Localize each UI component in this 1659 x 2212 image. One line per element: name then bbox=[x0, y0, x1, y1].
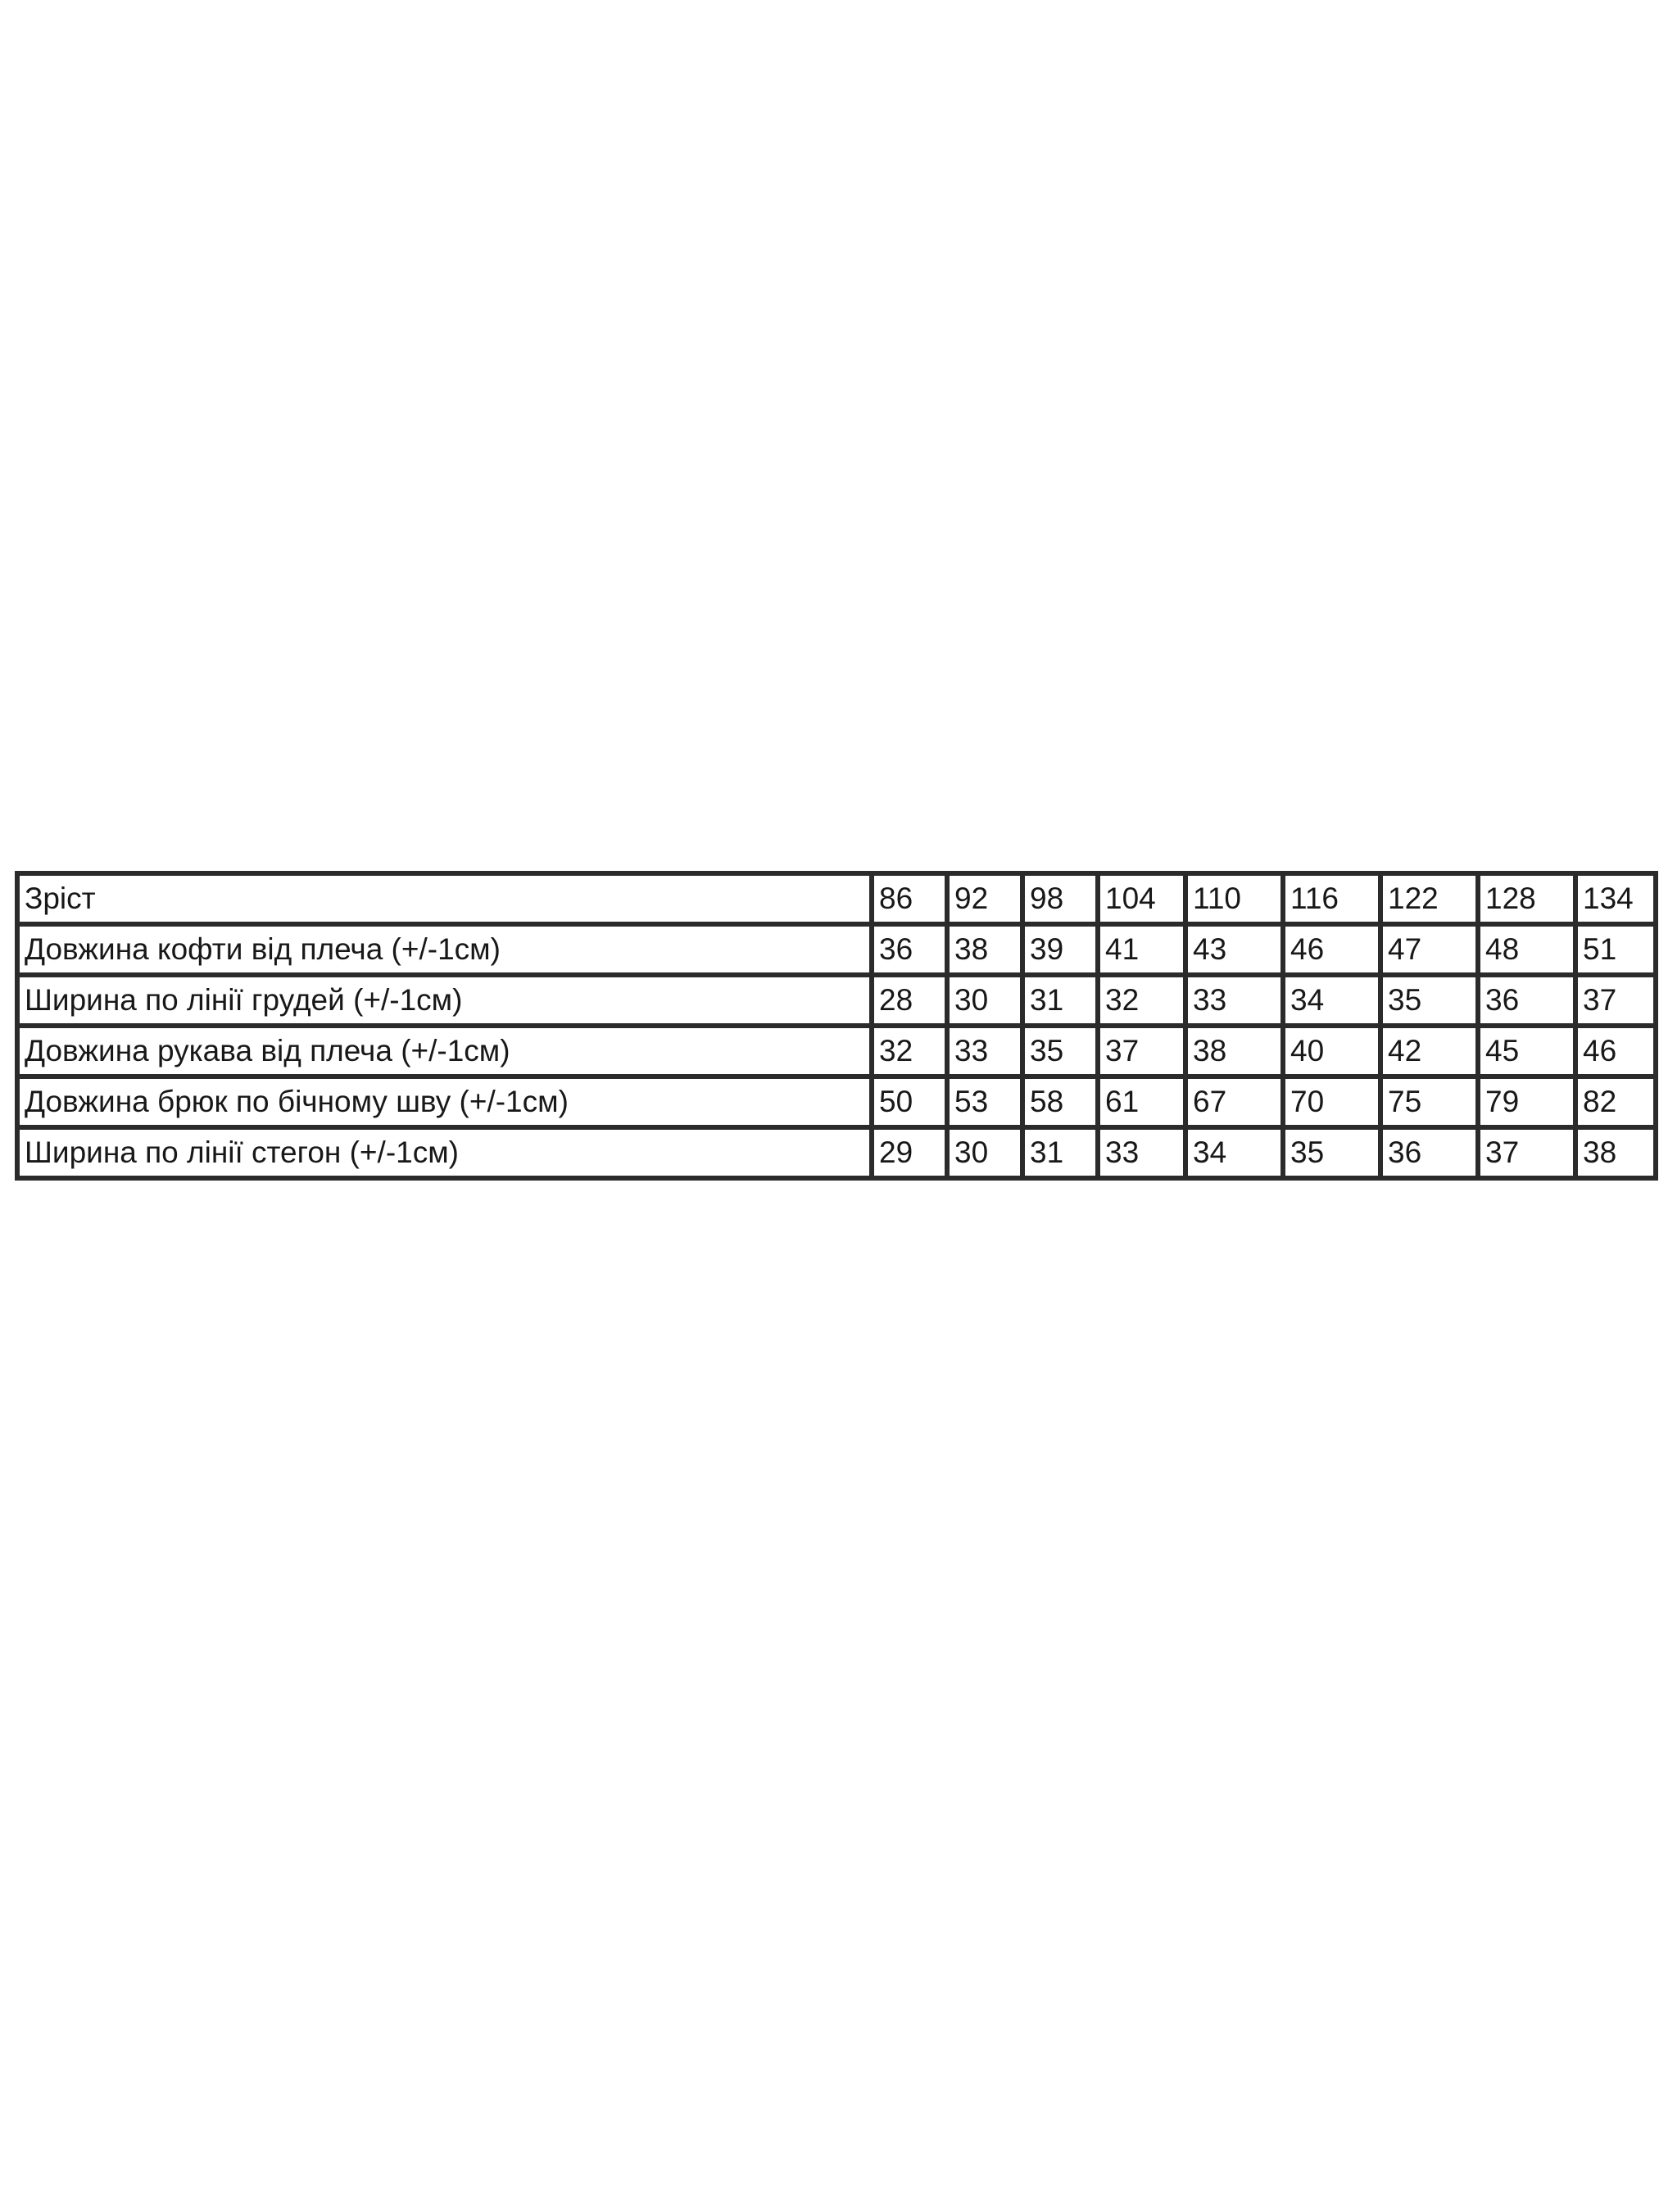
table-cell: 32 bbox=[1098, 975, 1185, 1026]
table-cell: 33 bbox=[1098, 1127, 1185, 1178]
table-cell: 75 bbox=[1380, 1077, 1478, 1127]
table-cell: 41 bbox=[1098, 924, 1185, 975]
table-cell: 58 bbox=[1022, 1077, 1098, 1127]
table-cell: 37 bbox=[1575, 975, 1656, 1026]
table-cell: 47 bbox=[1380, 924, 1478, 975]
table-row bbox=[17, 1127, 1656, 1178]
table-cell: 104 bbox=[1098, 873, 1185, 924]
table-row bbox=[17, 873, 1656, 924]
table-cell: 37 bbox=[1098, 1026, 1185, 1077]
table-cell: 36 bbox=[1478, 975, 1575, 1026]
table-row bbox=[17, 975, 1656, 1026]
table-cell: 35 bbox=[1380, 975, 1478, 1026]
table-cell: 53 bbox=[947, 1077, 1022, 1127]
table-cell: 46 bbox=[1575, 1026, 1656, 1077]
table-cell: 42 bbox=[1380, 1026, 1478, 1077]
table-cell: 45 bbox=[1478, 1026, 1575, 1077]
row-label: Довжина рукава від плеча (+/-1см) bbox=[17, 1026, 872, 1077]
table-cell: 86 bbox=[872, 873, 947, 924]
table-cell: 37 bbox=[1478, 1127, 1575, 1178]
table-cell: 30 bbox=[947, 975, 1022, 1026]
table-cell: 28 bbox=[872, 975, 947, 1026]
table-cell: 38 bbox=[1575, 1127, 1656, 1178]
table-cell: 128 bbox=[1478, 873, 1575, 924]
table-cell: 40 bbox=[1283, 1026, 1380, 1077]
row-label: Довжина брюк по бічному шву (+/-1см) bbox=[17, 1077, 872, 1127]
table-cell: 67 bbox=[1185, 1077, 1283, 1127]
table-cell: 35 bbox=[1283, 1127, 1380, 1178]
table-cell: 38 bbox=[1185, 1026, 1283, 1077]
table-cell: 36 bbox=[1380, 1127, 1478, 1178]
table-cell: 116 bbox=[1283, 873, 1380, 924]
table-cell: 46 bbox=[1283, 924, 1380, 975]
table-cell: 48 bbox=[1478, 924, 1575, 975]
size-chart-table bbox=[15, 871, 1658, 1181]
table-cell: 92 bbox=[947, 873, 1022, 924]
table-cell: 79 bbox=[1478, 1077, 1575, 1127]
table-cell: 31 bbox=[1022, 1127, 1098, 1178]
table-cell: 34 bbox=[1185, 1127, 1283, 1178]
row-label: Ширина по лінії стегон (+/-1см) bbox=[17, 1127, 872, 1178]
table-cell: 98 bbox=[1022, 873, 1098, 924]
table-row bbox=[17, 924, 1656, 975]
table-cell: 38 bbox=[947, 924, 1022, 975]
table-cell: 110 bbox=[1185, 873, 1283, 924]
table-cell: 33 bbox=[1185, 975, 1283, 1026]
table-cell: 31 bbox=[1022, 975, 1098, 1026]
row-label: Зріст bbox=[17, 873, 872, 924]
size-chart-container bbox=[15, 871, 1653, 1181]
table-cell: 34 bbox=[1283, 975, 1380, 1026]
table-cell: 134 bbox=[1575, 873, 1656, 924]
table-cell: 50 bbox=[872, 1077, 947, 1127]
row-label: Ширина по лінії грудей (+/-1см) bbox=[17, 975, 872, 1026]
table-cell: 35 bbox=[1022, 1026, 1098, 1077]
table-cell: 70 bbox=[1283, 1077, 1380, 1127]
table-cell: 33 bbox=[947, 1026, 1022, 1077]
table-cell: 43 bbox=[1185, 924, 1283, 975]
table-cell: 39 bbox=[1022, 924, 1098, 975]
table-row bbox=[17, 1077, 1656, 1127]
table-cell: 32 bbox=[872, 1026, 947, 1077]
table-cell: 82 bbox=[1575, 1077, 1656, 1127]
table-cell: 29 bbox=[872, 1127, 947, 1178]
table-cell: 51 bbox=[1575, 924, 1656, 975]
table-row bbox=[17, 1026, 1656, 1077]
table-cell: 122 bbox=[1380, 873, 1478, 924]
table-cell: 36 bbox=[872, 924, 947, 975]
table-cell: 61 bbox=[1098, 1077, 1185, 1127]
row-label: Довжина кофти від плеча (+/-1см) bbox=[17, 924, 872, 975]
table-cell: 30 bbox=[947, 1127, 1022, 1178]
